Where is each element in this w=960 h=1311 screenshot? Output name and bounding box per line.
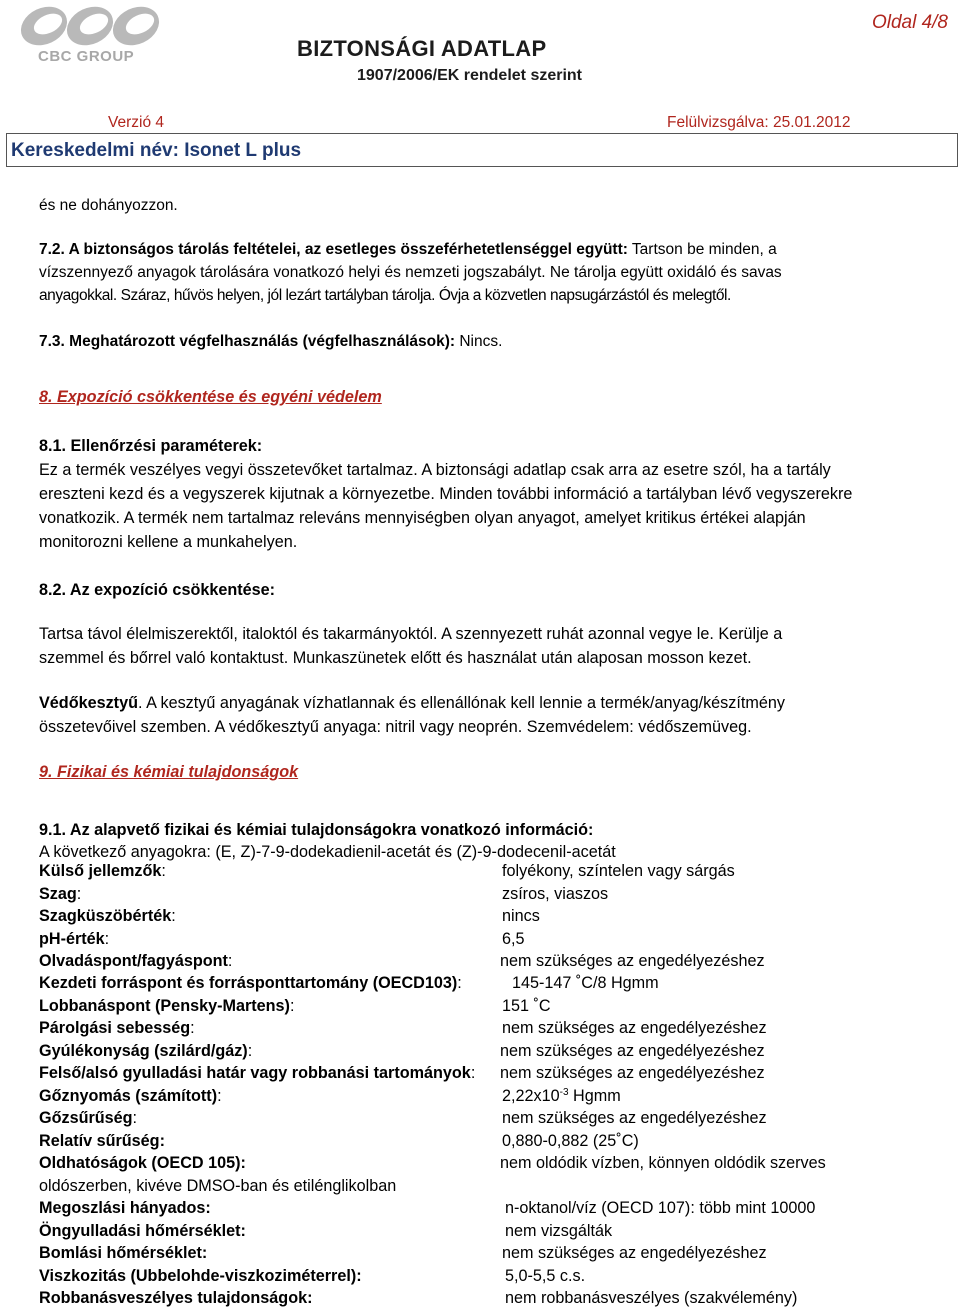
prop-value-odour-threshold: nincs — [502, 907, 540, 925]
document-subtitle: 1907/2006/EK rendelet szerint — [357, 67, 583, 84]
page-number: Oldal 4/8 — [871, 12, 948, 33]
prop-label-relative-density: Relatív sűrűség: — [39, 1132, 165, 1150]
prop-label-partition-coefficient: Megoszlási hányados: — [39, 1199, 211, 1217]
prop-value-odour: zsíros, viaszos — [502, 885, 609, 903]
prop-value-decomposition: nem szükséges az engedélyezéshez — [502, 1244, 767, 1262]
section-8-heading: 8. Expozíció csökkentése és egyéni védelem — [39, 388, 382, 406]
section-7-3-line — [39, 330, 502, 353]
section-8-1-line-2: ereszteni kezd és a vegyszerek kijutnak a környezetbe. Minden további információ a tartályban lévő vegyszerekre — [39, 485, 853, 503]
prop-value-melting-point: nem szükséges az engedélyezéshez — [500, 952, 765, 970]
prop-value-partition-coefficient: n-oktanol/víz (OECD 107): több mint 10000 — [505, 1199, 816, 1217]
section-7-2-text-start: Tartson be minden, a — [627, 241, 777, 258]
prop-value-vapour-pressure: $2,22x10^{-3}$ Hgmm — [502, 1087, 621, 1105]
prop-value-solubility-continued: oldószerben, kivéve DMSO-ban és etilénglikolban — [39, 1177, 397, 1195]
section-8-2-line-1: Tartsa távol élelmiszerektől, italoktól és takarmányoktól. A szennyezett ruhát azonnal vegye le. Kerülje a — [39, 625, 783, 643]
revision-date: Felülvizsgálva: 25.01.2012 — [667, 114, 851, 131]
document-title: BIZTONSÁGI ADATLAP — [297, 36, 547, 61]
section-9-1-heading: 9.1. Az alapvető fizikai és kémiai tulajdonságokra vonatkozó információ: — [39, 821, 594, 839]
prop-label-evaporation-rate: Párolgási sebesség: — [39, 1019, 195, 1037]
prop-label-odour: Szag: — [39, 885, 82, 903]
prop-value-explosive-limits: nem szükséges az engedélyezéshez — [500, 1064, 765, 1082]
section-7-3-heading: 7.3. Meghatározott végfelhasználás (végfelhasználások): — [39, 333, 456, 350]
prop-label-explosive-limits: Felső/alsó gyulladási határ vagy robbanási tartományok: — [39, 1064, 476, 1082]
glove-text-start: . A kesztyű anyagának vízhatlannak és ellenállónak kell lennie a termék/anyag/készítmény — [137, 694, 785, 712]
trade-name-box — [6, 133, 958, 167]
section-7-continuation: és ne dohányozzon. — [39, 197, 178, 214]
section-9-1-intro: A következő anyagokra: (E, Z)-7-9-dodekadienil-acetát és (Z)-9-dodecenil-acetát — [39, 843, 616, 861]
prop-label-boiling-point: Kezdeti forráspont és forrásponttartomány (OECD103): — [39, 974, 462, 992]
prop-value-boiling-point: 145-147 ˚C/8 Hgmm — [512, 974, 659, 992]
cbc-group-logo — [12, 4, 172, 66]
prop-label-solubility: Oldhatóságok (OECD 105): — [39, 1154, 246, 1172]
prop-label-flash-point: Lobbanáspont (Pensky-Martens): — [39, 997, 295, 1015]
glove-label: Védőkesztyű — [39, 694, 138, 712]
prop-label-ph: pH-érték: — [39, 930, 110, 948]
section-7-3-text: Nincs. — [455, 333, 503, 350]
prop-value-relative-density: 0,880-0,882 (25˚C) — [502, 1132, 639, 1150]
section-8-2-line-2: szemmel és bőrrel való kontaktust. Munkaszünetek előtt és használat után alaposan mosson kezet. — [39, 649, 752, 667]
prop-label-flammability: Gyúlékonyság (szilárd/gáz): — [39, 1042, 253, 1060]
section-8-2-heading: 8.2. Az expozíció csökkentése: — [39, 581, 276, 599]
section-8-1-line-1: Ez a termék veszélyes vegyi összetevőket tartalmaz. A biztonsági adatlap csak arra az esetre szól, ha a tartály — [39, 461, 831, 479]
prop-label-decomposition: Bomlási hőmérséklet: — [39, 1244, 208, 1262]
section-7-2-line-1 — [39, 238, 777, 261]
prop-label-vapour-pressure: Gőznyomás (számított): — [39, 1087, 222, 1105]
prop-value-viscosity: 5,0-5,5 c.s. — [505, 1267, 586, 1285]
prop-label-autoignition: Öngyulladási hőmérséklet: — [39, 1222, 246, 1240]
prop-value-explosive-properties: nem robbanásveszélyes (szakvélemény) — [505, 1289, 798, 1307]
prop-value-ph: 6,5 — [502, 930, 525, 948]
section-7-2-line-3: anyagokkal. Száraz, hűvös helyen, jól lezárt tartályban tárolja. Óvja a közvetlen napsugárzástól és melegtől. — [39, 287, 731, 304]
prop-value-appearance: folyékony, színtelen vagy sárgás — [502, 862, 735, 880]
glove-line-2: összetevőivel szemben. A védőkesztyű anyaga: nitril vagy neoprén. Szemvédelem: védőszemüveg. — [39, 718, 752, 736]
prop-value-vapour-density: nem szükséges az engedélyezéshez — [502, 1109, 767, 1127]
prop-value-evaporation-rate: nem szükséges az engedélyezéshez — [502, 1019, 767, 1037]
prop-label-explosive-properties: Robbanásveszélyes tulajdonságok: — [39, 1289, 313, 1307]
prop-value-solubility: nem oldódik vízben, könnyen oldódik szerves — [500, 1154, 826, 1172]
section-7-2-heading: 7.2. A biztonságos tárolás feltételei, az esetleges összeférhetetlenséggel együtt: — [39, 241, 628, 258]
glove-line-1 — [39, 691, 785, 715]
prop-label-appearance: Külső jellemzők: — [39, 862, 166, 880]
prop-value-flash-point: 151 ˚C — [502, 997, 551, 1015]
section-8-1-line-4: monitorozni kellene a munkahelyen. — [39, 533, 298, 551]
section-9-heading: 9. Fizikai és kémiai tulajdonságok — [39, 763, 299, 781]
section-8-1-line-3: vonatkozik. A termék nem tartalmaz releváns mennyiségben olyan anyagot, amelyet kritikus értékei alapján — [39, 509, 806, 527]
prop-label-odour-threshold: Szagküszöbérték: — [39, 907, 176, 925]
logo-text: CBC GROUP — [38, 48, 135, 65]
section-8-1-heading: 8.1. Ellenőrzési paraméterek: — [39, 437, 263, 455]
prop-label-melting-point: Olvadáspont/fagyáspont: — [39, 952, 233, 970]
prop-label-viscosity: Viszkozitás (Ubbelohde-viszkoziméterrel): — [39, 1267, 362, 1285]
prop-value-autoignition: nem vizsgálták — [505, 1222, 613, 1240]
prop-label-vapour-density: Gőzsűrűség: — [39, 1109, 138, 1127]
trade-name: Kereskedelmi név: Isonet L plus — [11, 140, 302, 161]
prop-value-flammability: nem szükséges az engedélyezéshez — [500, 1042, 765, 1060]
version-label: Verzió 4 — [108, 114, 165, 131]
section-7-2-line-2: vízszennyező anyagok tárolására vonatkozó helyi és nemzeti jogszabályt. Ne tárolja együtt oxidáló és savas — [39, 264, 782, 281]
